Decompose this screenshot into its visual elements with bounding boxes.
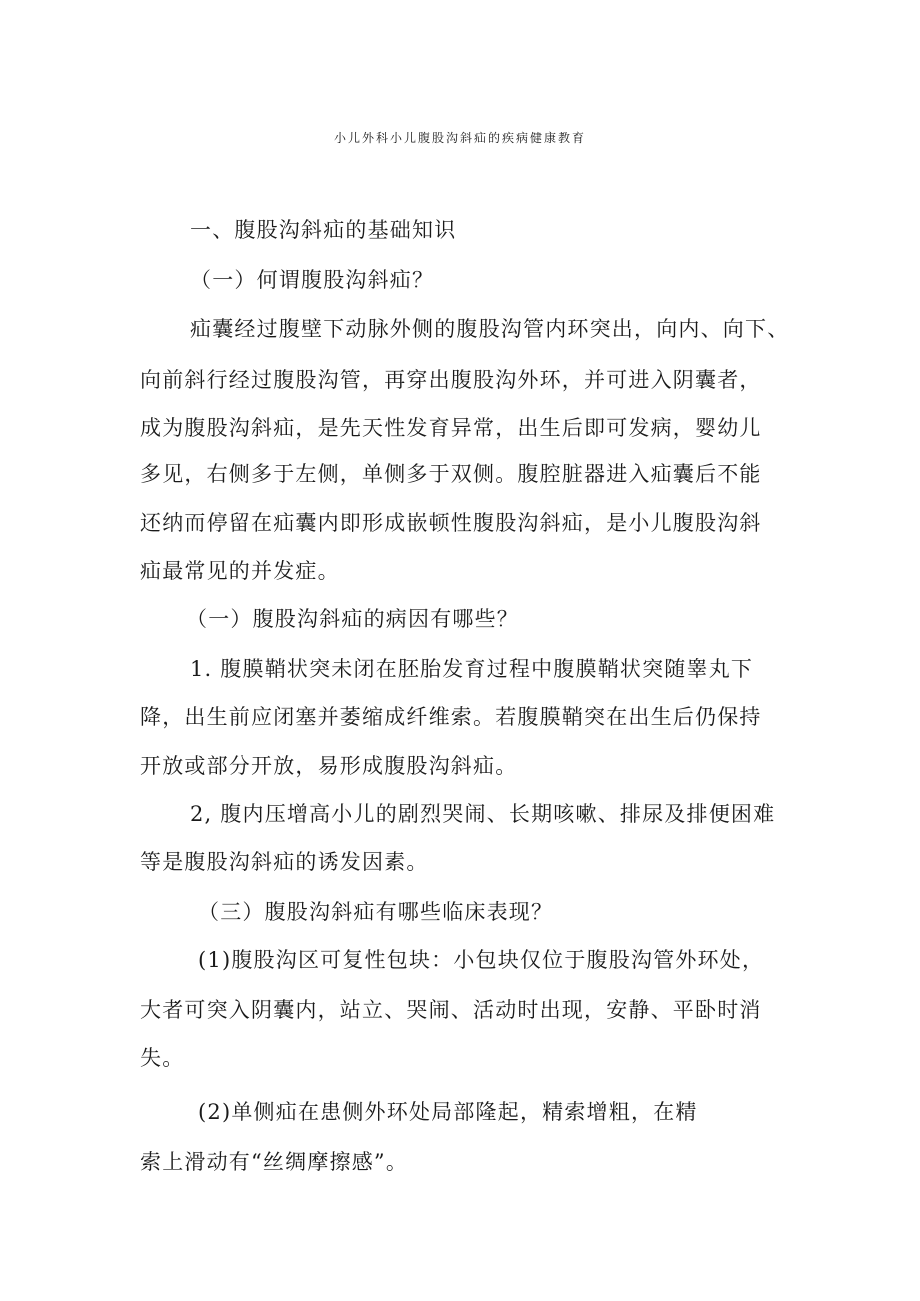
section-heading: 一、腹股沟斜疝的基础知识 — [190, 218, 457, 242]
paragraph-line: (1)腹股沟区可复性包块：小包块仅位于腹股沟管外环处， — [198, 948, 765, 972]
paragraph-line: 失。 — [140, 1046, 185, 1070]
paragraph-line: 疝最常见的并发症。 — [140, 559, 340, 583]
subsection-heading: （三）腹股沟斜疝有哪些临床表现？ — [198, 900, 554, 924]
paragraph-line: 开放或部分开放，易形成腹股沟斜疝。 — [140, 754, 518, 778]
paragraph-line: 疝囊经过腹壁下动脉外侧的腹股沟管内环突出，向内、向下、 — [190, 317, 790, 341]
paragraph-line: (2)单侧疝在患侧外环处局部隆起，精索增粗，在精 — [198, 1100, 698, 1124]
paragraph-line: 1. 腹膜鞘状突未闭在胚胎发育过程中腹膜鞘状突随睾丸下 — [190, 657, 754, 681]
paragraph-line: 还纳而停留在疝囊内即形成嵌顿性腹股沟斜疝，是小儿腹股沟斜 — [140, 511, 762, 535]
paragraph-line: 多见，右侧多于左侧，单侧多于双侧。腹腔脏器进入疝囊后不能 — [140, 462, 762, 486]
paragraph-line: 向前斜行经过腹股沟管，再穿出腹股沟外环，并可进入阴囊者， — [140, 368, 762, 392]
paragraph-line: 成为腹股沟斜疝，是先天性发育异常，出生后即可发病，婴幼儿 — [140, 416, 762, 440]
paragraph-line: 大者可突入阴囊内，站立、哭闹、活动时出现，安静、平卧时消 — [140, 998, 762, 1022]
paragraph-line: 索上滑动有“丝绸摩擦感”。 — [140, 1150, 409, 1174]
paragraph-line: 2, 腹内压增高小儿的剧烈哭闹、长期咳嗽、排尿及排便困难 — [190, 802, 776, 826]
document-title: 小儿外科小儿腹股沟斜疝的疾病健康教育 — [333, 131, 586, 145]
subsection-heading: （一）腹股沟斜疝的病因有哪些？ — [186, 607, 519, 631]
subsection-heading: （一）何谓腹股沟斜疝？ — [190, 268, 435, 292]
paragraph-line: 降，出生前应闭塞并萎缩成纤维索。若腹膜鞘突在出生后仍保持 — [140, 705, 762, 729]
paragraph-line: 等是腹股沟斜疝的诱发因素。 — [140, 850, 429, 874]
